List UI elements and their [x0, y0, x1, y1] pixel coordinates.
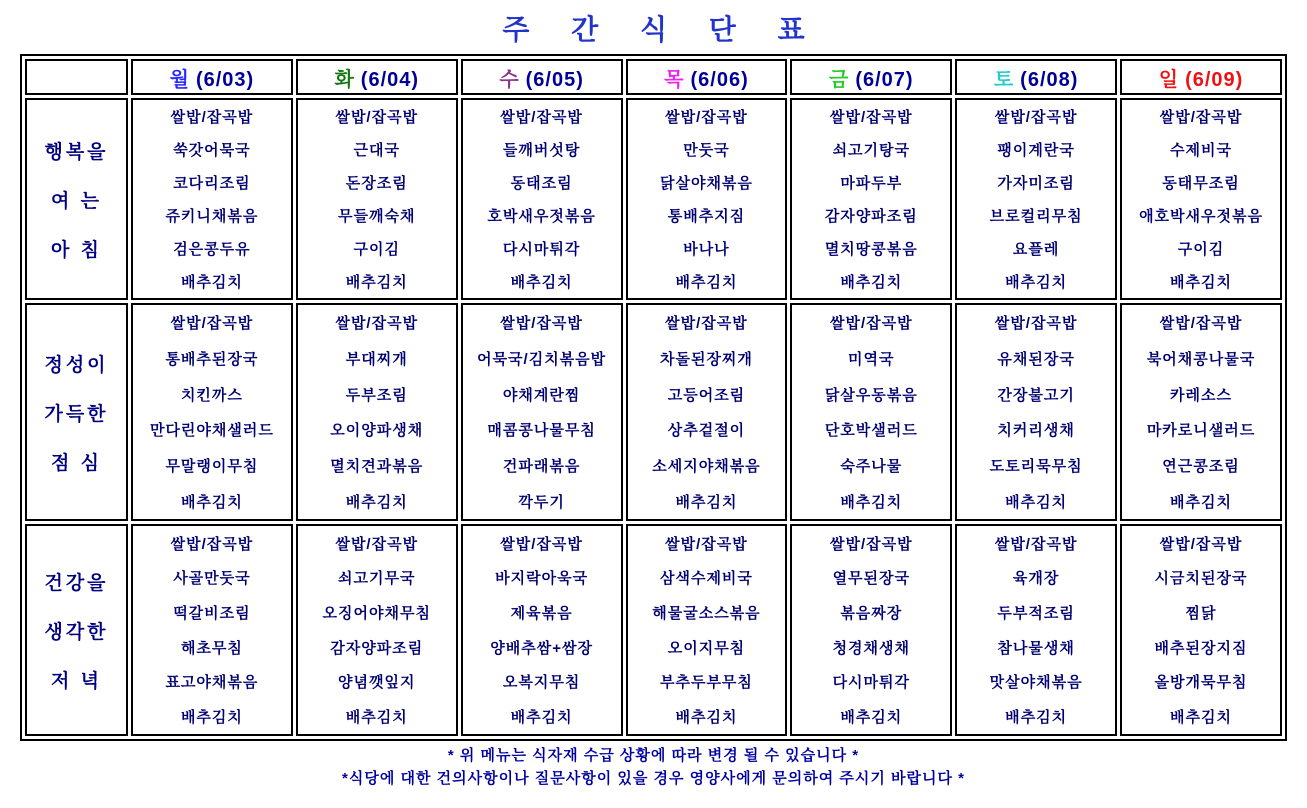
menu-item: 쌀밥/잡곡밥	[335, 535, 419, 553]
menu-item: 쌀밥/잡곡밥	[170, 535, 254, 553]
menu-item: 육개장	[1012, 570, 1060, 588]
page-title: 주 간 식 단 표	[502, 14, 822, 45]
day-date-wed: (6/05)	[525, 68, 584, 91]
menu-item: 치킨까스	[180, 386, 243, 404]
menu-item: 해초무침	[180, 639, 243, 657]
menu-item: 표고야채볶음	[165, 674, 259, 692]
menu-item: 배추김치	[675, 709, 738, 727]
menu-item: 애호박새우젓볶음	[1139, 208, 1263, 225]
menu-item: 고등어조림	[667, 386, 746, 404]
menu-item: 사골만둣국	[173, 570, 251, 588]
menu-item: 배추김치	[840, 274, 903, 291]
menu-item: 다시마튀각	[502, 241, 581, 258]
menu-item: 쌀밥/잡곡밥	[500, 315, 583, 333]
footer-note-2: *식당에 대한 건의사항이나 질문사항이 있을 경우 영양사에게 문의하여 주시기 바랍니다 *	[342, 770, 965, 788]
weekly-menu-page	[0, 8, 1307, 808]
day-date-sun: (6/09)	[1185, 68, 1244, 91]
menu-item: 닭살우동볶음	[824, 386, 918, 404]
menu-item: 양배추쌈+쌈장	[490, 639, 593, 657]
menu-item: 야채계란찜	[502, 386, 581, 404]
menu-items	[298, 526, 456, 734]
menu-item: 치커리생채	[997, 422, 1075, 440]
menu-item: 오이양파생채	[330, 422, 424, 440]
menu-item: 깍두기	[518, 493, 565, 511]
day-char-fri: 금	[829, 68, 849, 91]
menu-item: 쥬키니채볶음	[165, 208, 259, 225]
menu-item: 쌀밥/잡곡밥	[994, 315, 1078, 333]
menu-item: 팽이계란국	[997, 142, 1075, 159]
menu-items	[957, 305, 1115, 519]
menu-item: 쌀밥/잡곡밥	[665, 315, 748, 333]
menu-item: 청경채생채	[832, 639, 911, 657]
menu-items	[792, 100, 950, 298]
day-char-sun: 일	[1158, 68, 1179, 91]
meal-label-breakfast	[25, 98, 128, 300]
menu-items	[133, 100, 291, 298]
meal-label-line: 점 심	[51, 452, 102, 474]
menu-cell-dinner-thu	[626, 524, 788, 736]
menu-item: 부대찌개	[345, 350, 408, 368]
meal-row-lunch	[25, 303, 1282, 521]
menu-item: 숙주나물	[840, 457, 903, 475]
menu-item: 간장불고기	[997, 386, 1075, 404]
menu-cell-lunch-sat	[955, 303, 1117, 521]
menu-item: 오징어야채무침	[322, 605, 431, 623]
menu-item: 쌀밥/잡곡밥	[500, 109, 583, 126]
menu-items	[957, 526, 1115, 734]
menu-item: 미역국	[848, 350, 895, 368]
menu-item: 무말랭이무침	[165, 457, 259, 475]
menu-items	[628, 526, 786, 734]
menu-item: 만둣국	[683, 142, 730, 159]
menu-item: 배추김치	[345, 274, 408, 291]
menu-item: 배추김치	[510, 709, 573, 727]
menu-item: 두부조림	[345, 386, 408, 404]
menu-cell-lunch-tue	[296, 303, 458, 521]
menu-item: 떡갈비조림	[173, 605, 251, 623]
menu-item: 호박새우젓볶음	[487, 208, 596, 225]
menu-item: 배추김치	[1005, 709, 1068, 727]
day-date-tue: (6/04)	[360, 68, 420, 91]
day-date-sat: (6/08)	[1020, 68, 1079, 91]
menu-cell-lunch-fri	[790, 303, 952, 521]
menu-item: 연근콩조림	[1162, 457, 1240, 475]
menu-item: 배추김치	[180, 274, 243, 291]
meal-label-lunch	[25, 303, 128, 521]
menu-item: 동태무조림	[1162, 175, 1240, 192]
menu-item: 마카로니샐러드	[1146, 422, 1256, 440]
menu-cell-breakfast-mon	[131, 98, 293, 300]
menu-cell-breakfast-tue	[296, 98, 458, 300]
menu-cell-lunch-thu	[626, 303, 788, 521]
menu-items	[298, 305, 456, 519]
corner-cell	[25, 59, 128, 95]
menu-item: 만다린야채샐러드	[149, 422, 274, 440]
meal-label-line: 행복을	[44, 141, 109, 163]
menu-cell-dinner-fri	[790, 524, 952, 736]
menu-items	[957, 100, 1115, 298]
meal-label-line: 가득한	[44, 403, 109, 425]
header-row	[25, 59, 1282, 95]
menu-item: 제육볶음	[510, 605, 573, 623]
footer-note-1: * 위 메뉴는 식자재 수급 상황에 따라 변경 될 수 있습니다 *	[447, 747, 860, 764]
menu-item: 멸치견과볶음	[330, 457, 424, 475]
menu-cell-lunch-mon	[131, 303, 293, 521]
day-header-wed	[461, 59, 623, 95]
menu-cell-breakfast-wed	[461, 98, 623, 300]
menu-cell-dinner-wed	[461, 524, 623, 736]
menu-item: 두부적조림	[997, 605, 1075, 623]
menu-item: 감자양파조림	[330, 639, 424, 657]
menu-item: 볶음짜장	[840, 605, 903, 623]
menu-items	[1122, 305, 1280, 519]
meal-label-line: 정성이	[44, 354, 109, 376]
menu-item: 쌀밥/잡곡밥	[335, 315, 419, 333]
menu-item: 쌀밥/잡곡밥	[829, 535, 913, 553]
meal-label-line: 저 녁	[51, 670, 102, 692]
menu-item: 바나나	[683, 241, 730, 258]
menu-cell-dinner-sat	[955, 524, 1117, 736]
menu-items	[628, 100, 786, 298]
meal-label-lines	[27, 526, 126, 734]
menu-item: 동태조림	[510, 175, 573, 192]
meal-label-lines	[27, 305, 126, 519]
day-date-thu: (6/06)	[690, 68, 749, 91]
menu-items	[792, 526, 950, 734]
meal-label-line: 아 침	[51, 239, 102, 261]
menu-item: 해물굴소스볶음	[652, 605, 761, 623]
day-date-fri: (6/07)	[855, 68, 914, 91]
meal-label-line: 생각한	[44, 621, 109, 643]
day-header-tue	[296, 59, 458, 95]
menu-item: 올방개묵무침	[1154, 674, 1248, 692]
menu-items	[133, 526, 291, 734]
menu-item: 쌀밥/잡곡밥	[1159, 315, 1243, 333]
menu-item: 단호박샐러드	[824, 422, 918, 440]
menu-items	[463, 305, 621, 519]
menu-item: 돈장조림	[345, 175, 408, 192]
menu-item: 부추두부무침	[659, 674, 753, 692]
menu-item: 브로컬리무침	[989, 208, 1083, 225]
menu-item: 매콤콩나물무침	[487, 422, 596, 440]
menu-item: 통배추지짐	[667, 208, 746, 225]
menu-cell-breakfast-thu	[626, 98, 788, 300]
menu-item: 가자미조림	[997, 175, 1075, 192]
menu-item: 배추김치	[675, 493, 738, 511]
menu-item: 무들깨숙채	[338, 208, 416, 225]
menu-items	[298, 100, 456, 298]
menu-item: 배추김치	[180, 493, 243, 511]
menu-item: 배추된장지짐	[1154, 639, 1248, 657]
menu-items	[463, 100, 621, 298]
day-header-sat	[955, 59, 1117, 95]
meal-label-dinner	[25, 524, 128, 736]
menu-item: 닭살야채볶음	[659, 175, 753, 192]
menu-item: 쌀밥/잡곡밥	[1159, 535, 1243, 553]
menu-item: 쌀밥/잡곡밥	[665, 535, 748, 553]
menu-item: 상추겉절이	[667, 422, 746, 440]
menu-item: 쌀밥/잡곡밥	[170, 315, 254, 333]
menu-item: 맛살야채볶음	[989, 674, 1083, 692]
menu-item: 배추김치	[180, 709, 243, 727]
menu-item: 소세지야채볶음	[652, 457, 761, 475]
meal-label-line: 여 는	[51, 190, 102, 212]
menu-item: 쌀밥/잡곡밥	[994, 109, 1078, 126]
menu-cell-dinner-mon	[131, 524, 293, 736]
menu-item: 유채된장국	[997, 350, 1075, 368]
day-char-wed: 수	[499, 68, 519, 91]
meal-row-breakfast	[25, 98, 1282, 300]
menu-item: 배추김치	[510, 274, 573, 291]
footer-notes	[0, 744, 1307, 791]
menu-item: 바지락아욱국	[495, 570, 589, 588]
menu-item: 어묵국/김치볶음밥	[477, 350, 607, 368]
meal-label-line: 건강을	[44, 572, 109, 594]
menu-item: 쌀밥/잡곡밥	[335, 109, 419, 126]
menu-item: 구이김	[1177, 241, 1225, 258]
menu-item: 배추김치	[675, 274, 738, 291]
menu-items	[1122, 526, 1280, 734]
menu-item: 삼색수제비국	[659, 570, 753, 588]
menu-item: 양념깻잎지	[338, 674, 416, 692]
menu-item: 쌀밥/잡곡밥	[829, 315, 913, 333]
day-date-mon: (6/03)	[195, 68, 255, 91]
menu-item: 쌀밥/잡곡밥	[500, 535, 583, 553]
menu-item: 감자양파조림	[824, 208, 918, 225]
menu-item: 멸치땅콩볶음	[824, 241, 918, 258]
menu-item: 찜닭	[1185, 605, 1217, 623]
day-char-thu: 목	[664, 68, 684, 91]
menu-item: 요플레	[1012, 241, 1060, 258]
menu-item: 배추김치	[1005, 493, 1068, 511]
meal-label-lines	[27, 100, 126, 298]
menu-items	[133, 305, 291, 519]
menu-items	[463, 526, 621, 734]
menu-item: 배추김치	[345, 709, 408, 727]
menu-item: 배추김치	[345, 493, 408, 511]
menu-item: 차돌된장찌개	[659, 350, 753, 368]
menu-item: 배추김치	[1170, 709, 1233, 727]
menu-item: 배추김치	[1005, 274, 1068, 291]
menu-item: 도토리묵무침	[989, 457, 1083, 475]
menu-item: 구이김	[353, 241, 400, 258]
day-char-tue: 화	[334, 68, 354, 91]
menu-item: 배추김치	[1170, 274, 1233, 291]
menu-item: 쌀밥/잡곡밥	[170, 109, 254, 126]
menu-item: 쇠고기무국	[338, 570, 416, 588]
menu-item: 통배추된장국	[165, 350, 259, 368]
menu-item: 카레소스	[1170, 386, 1233, 404]
meal-row-dinner	[25, 524, 1282, 736]
menu-item: 쑥갓어묵국	[173, 142, 251, 159]
menu-item: 마파두부	[840, 175, 903, 192]
menu-item: 들깨버섯탕	[502, 142, 581, 159]
menu-item: 시금치된장국	[1154, 570, 1248, 588]
menu-items	[792, 305, 950, 519]
menu-cell-breakfast-sat	[955, 98, 1117, 300]
menu-items	[628, 305, 786, 519]
menu-item: 근대국	[353, 142, 400, 159]
menu-item: 건파래볶음	[502, 457, 581, 475]
day-header-sun	[1120, 59, 1282, 95]
menu-cell-breakfast-sun	[1120, 98, 1282, 300]
menu-item: 쌀밥/잡곡밥	[1159, 109, 1243, 126]
menu-cell-lunch-wed	[461, 303, 623, 521]
menu-item: 쌀밥/잡곡밥	[994, 535, 1078, 553]
menu-item: 열무된장국	[832, 570, 911, 588]
day-char-mon: 월	[169, 68, 189, 91]
menu-item: 북어채콩나물국	[1146, 350, 1256, 368]
weekly-menu-table	[20, 54, 1287, 741]
menu-item: 오이지무침	[667, 639, 746, 657]
menu-item: 오복지무침	[502, 674, 581, 692]
menu-cell-breakfast-fri	[790, 98, 952, 300]
menu-cell-lunch-sun	[1120, 303, 1282, 521]
day-header-mon	[131, 59, 293, 95]
menu-item: 쌀밥/잡곡밥	[665, 109, 748, 126]
menu-item: 배추김치	[1170, 493, 1233, 511]
menu-cell-dinner-sun	[1120, 524, 1282, 736]
menu-item: 검은콩두유	[173, 241, 251, 258]
menu-item: 쇠고기탕국	[832, 142, 911, 159]
menu-cell-dinner-tue	[296, 524, 458, 736]
menu-item: 수제비국	[1170, 142, 1233, 159]
menu-item: 다시마튀각	[832, 674, 911, 692]
menu-item: 참나물생채	[997, 639, 1075, 657]
day-char-sat: 토	[993, 68, 1014, 91]
menu-item: 쌀밥/잡곡밥	[829, 109, 913, 126]
menu-item: 배추김치	[840, 709, 903, 727]
menu-item: 배추김치	[840, 493, 903, 511]
menu-items	[1122, 100, 1280, 298]
day-header-thu	[626, 59, 788, 95]
day-header-fri	[790, 59, 952, 95]
menu-item: 코다리조림	[173, 175, 251, 192]
